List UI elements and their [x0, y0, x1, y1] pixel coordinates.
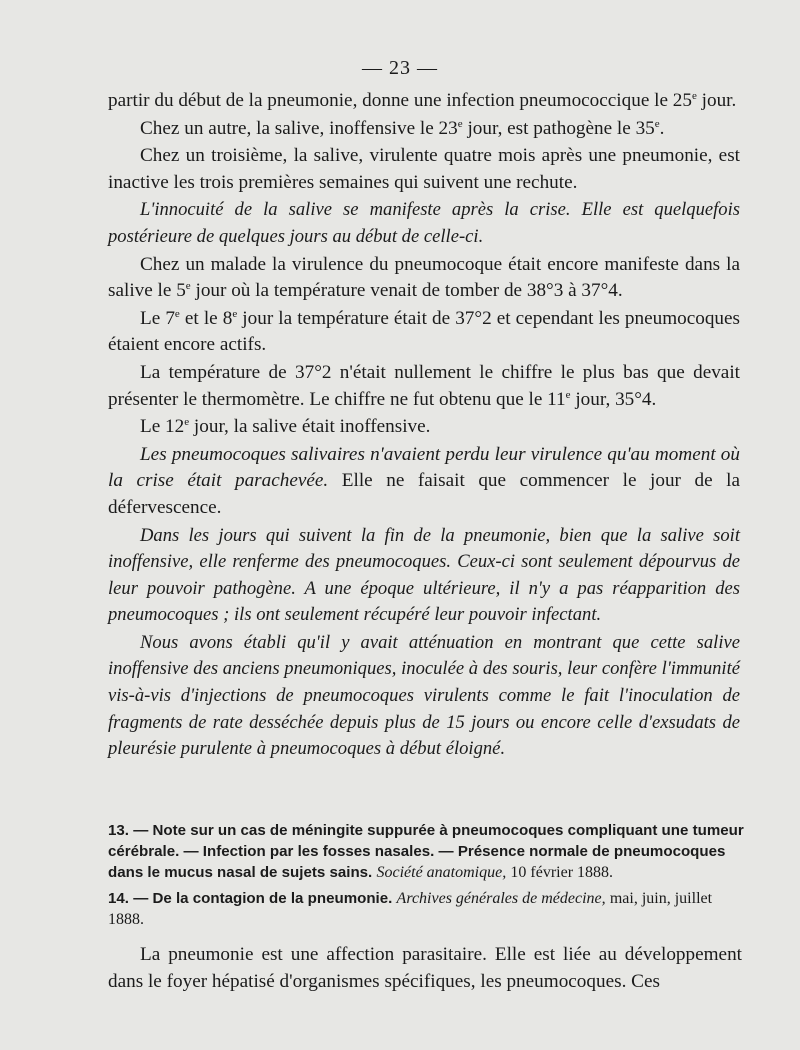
paragraph-8: Le 12e jour, la salive était inoffensive.	[140, 416, 431, 438]
reference-13: 13. — Note sur un cas de méningite suppurée à pneumocoques compliquant une tumeur cérébrale. — Infection par les fosses nasales. — Présence normale de pneumocoques dans le mucus nasal de sujets sains. Société anatomique, 10 février 1888.	[108, 822, 744, 881]
paragraph-10-italic: Dans les jours qui suivent la fin de la pneumonie, bien que la salive soit inoffensive, elle renferme des pneumocoques. Ceux-ci sont seulement dépourvus de leur pouvoir pathogène. A une époque ultérieure, il n'y a pas réapparition des pneumocoques ; ils ont seulement récupéré leur pouvoir infectant.	[108, 524, 740, 626]
paragraph-11-italic: Nous avons établi qu'il y avait atténuation en montrant que cette salive inoffensive des anciens pneumoniques, inoculée à des souris, leur confère l'immunité vis-à-vis d'injections de pneumocoques virulents comme le fait l'inoculation de fragments de rate desséchée depuis plus de 15 jours ou encore celle d'exsudats de pleurésie purulente à pneumocoques à début éloigné.	[108, 631, 740, 760]
closing-paragraph: La pneumonie est une affection parasitaire. Elle est liée au développement dans le foyer hépatisé d'organismes spécifiques, les pneumocoques. Ces	[108, 944, 742, 992]
paragraph-9: Les pneumocoques salivaires n'avaient perdu leur virulence qu'au moment où la crise était parachevée. Elle ne faisait que commencer le jour de la défervescence.	[108, 443, 740, 518]
paragraph-7: La température de 37°2 n'était nullement le chiffre le plus bas que devait présenter le thermomètre. Le chiffre ne fut obtenu que le 11e jour, 35°4.	[108, 361, 740, 410]
paragraph-5: Chez un malade la virulence du pneumocoque était encore manifeste dans la salive le 5e jour où la température venait de tomber de 38°3 à 37°4.	[108, 253, 740, 302]
page-number: — 23 —	[362, 57, 438, 79]
paragraph-1: partir du début de la pneumonie, donne une infection pneumococcique le 25e jour.	[108, 90, 737, 111]
reference-14: 14. — De la contagion de la pneumonie. Archives générales de médecine, mai, juin, juillet 1888.	[108, 890, 713, 928]
paragraph-4-italic: L'innocuité de la salive se manifeste après la crise. Elle est quelquefois postérieure de quelques jours au début de celle-ci.	[108, 199, 740, 247]
main-text	[108, 88, 740, 764]
paragraph-6: Le 7e et le 8e jour la température était de 37°2 et cependant les pneumocoques étaient encore actifs.	[108, 307, 740, 356]
paragraph-3: Chez un troisième, la salive, virulente quatre mois après une pneumonie, est inactive les trois premières semaines qui suivent une rechute.	[108, 145, 740, 193]
closing-text	[108, 941, 742, 995]
references-list	[108, 820, 744, 935]
paragraph-2: Chez un autre, la salive, inoffensive le 23e jour, est pathogène le 35e.	[140, 117, 665, 139]
